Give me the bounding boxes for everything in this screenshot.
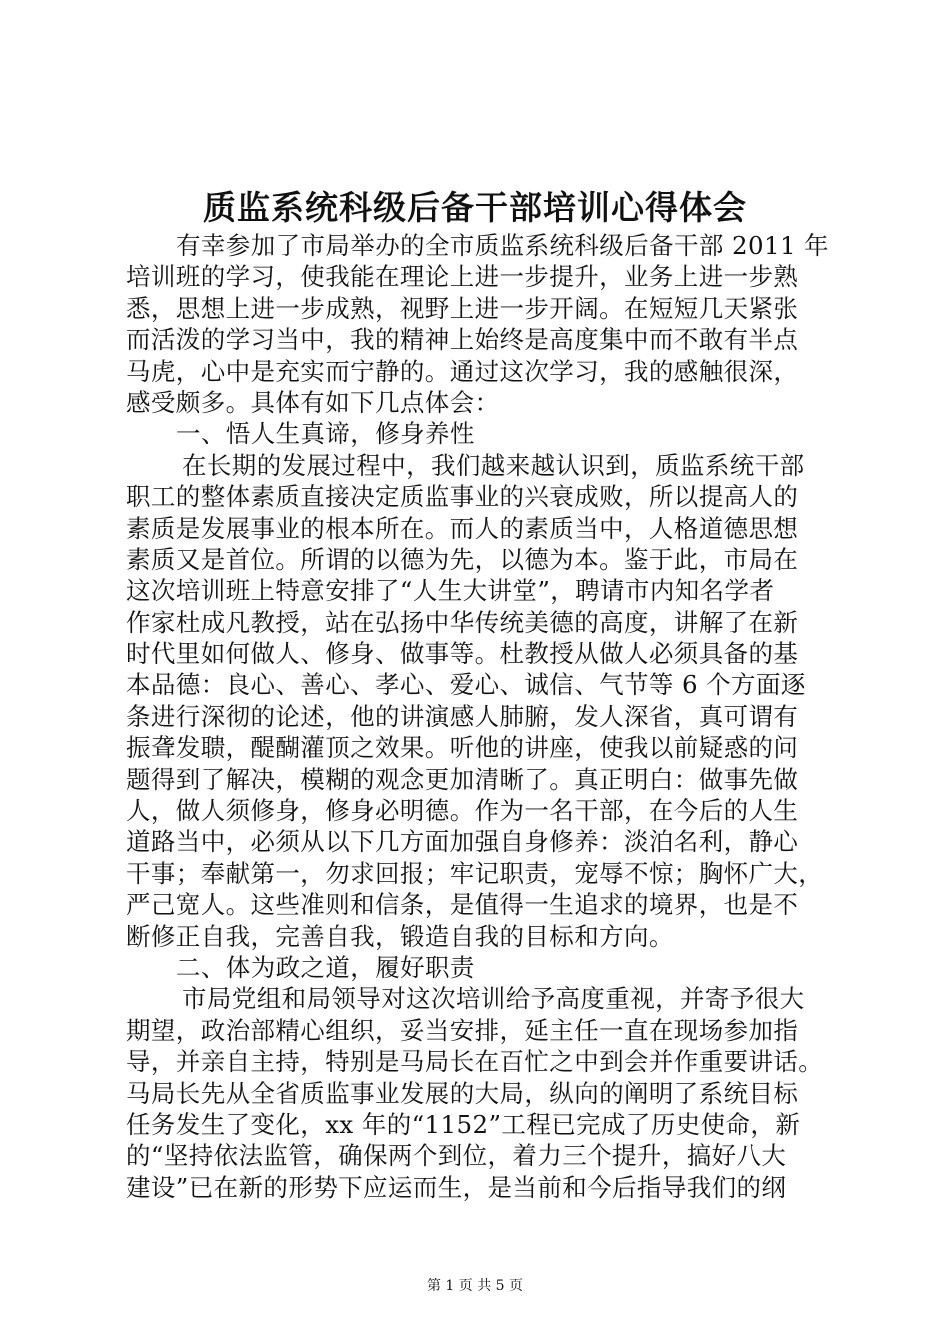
document-title: 质监系统科级后备干部培训心得体会 (203, 188, 747, 227)
paragraph-line: 市局党组和局领导对这次培训给予高度重视，并寄予很大 (182, 984, 805, 1014)
paragraph-line: 道路当中，必须从以下几方面加强自身修养：淡泊名利，静心 (126, 827, 799, 857)
paragraph-line: 导，并亲自主持，特别是马局长在百忙之中到会并作重要讲话。 (126, 1047, 824, 1077)
paragraph-line: 在长期的发展过程中，我们越来越认识到，质监系统干部 (182, 450, 805, 480)
paragraph-line: 感受颇多。具体有如下几点体会： (126, 387, 500, 417)
paragraph-line: 严己宽人。这些准则和信条，是值得一生追求的境界，也是不 (126, 890, 799, 920)
paragraph-line: 建设”已在新的形势下应运而生，是当前和今后指导我们的纲 (126, 1172, 787, 1202)
paragraph-line: 任务发生了变化，xx 年的“1152”工程已完成了历史使命，新 (126, 1109, 801, 1139)
paragraph-line: 这次培训班上特意安排了“人生大讲堂”，聘请市内知名学者 (126, 576, 775, 606)
paragraph-line: 有幸参加了市局举办的全市质监系统科级后备干部 2011 年 (176, 231, 830, 260)
paragraph-line: 马虎，心中是充实而宁静的。通过这次学习，我的感触很深， (126, 356, 799, 386)
section-heading: 一、悟人生真谛，修身养性 (176, 419, 475, 449)
paragraph-line: 而活泼的学习当中，我的精神上始终是高度集中而不敢有半点 (126, 325, 799, 355)
paragraph-line: 素质又是首位。所谓的以德为先，以德为本。鉴于此，市局在 (126, 544, 799, 574)
paragraph-line: 干事；奉献第一，勿求回报；牢记职责，宠辱不惊；胸怀广大， (126, 858, 824, 888)
paragraph-line: 培训班的学习，使我能在理论上进一步提升，业务上进一步熟 (126, 262, 799, 292)
paragraph-line: 马局长先从全省质监事业发展的大局，纵向的阐明了系统目标 (126, 1078, 799, 1108)
paragraph-line: 题得到了解决，模糊的观念更加清晰了。真正明白：做事先做 (126, 764, 799, 794)
paragraph-line: 人，做人须修身，修身必明德。作为一名干部，在今后的人生 (126, 796, 799, 826)
paragraph-line: 本品德：良心、善心、孝心、爱心、诚信、气节等 6 个方面逐 (126, 670, 806, 700)
paragraph-line: 职工的整体素质直接决定质监事业的兴衰成败，所以提高人的 (126, 482, 799, 512)
paragraph-line: 素质是发展事业的根本所在。而人的素质当中，人格道德思想 (126, 513, 799, 543)
section-heading: 二、体为政之道，履好职责 (176, 952, 475, 982)
paragraph-line: 悉，思想上进一步成熟，视野上进一步开阔。在短短几天紧张 (126, 293, 799, 323)
paragraph-line: 的“坚持依法监管，确保两个到位，着力三个提升，搞好八大 (126, 1141, 787, 1171)
paragraph-line: 时代里如何做人、修身、做事等。杜教授从做人必须具备的基 (126, 639, 799, 669)
document-body (126, 230, 830, 1203)
paragraph-line: 期望，政治部精心组织，妥当安排，延主任一直在现场参加指 (126, 1015, 799, 1045)
page-number-footer: 第 1 页 共 5 页 (426, 1278, 524, 1294)
paragraph-line: 断修正自我，完善自我，锻造自我的目标和方向。 (126, 921, 674, 951)
paragraph-line: 振聋发聩，醍醐灌顶之效果。听他的讲座，使我以前疑惑的问 (126, 733, 799, 763)
paragraph-line: 条进行深彻的论述，他的讲演感人肺腑，发人深省，真可谓有 (126, 701, 799, 731)
paragraph-line: 作家杜成凡教授，站在弘扬中华传统美德的高度，讲解了在新 (126, 607, 799, 637)
